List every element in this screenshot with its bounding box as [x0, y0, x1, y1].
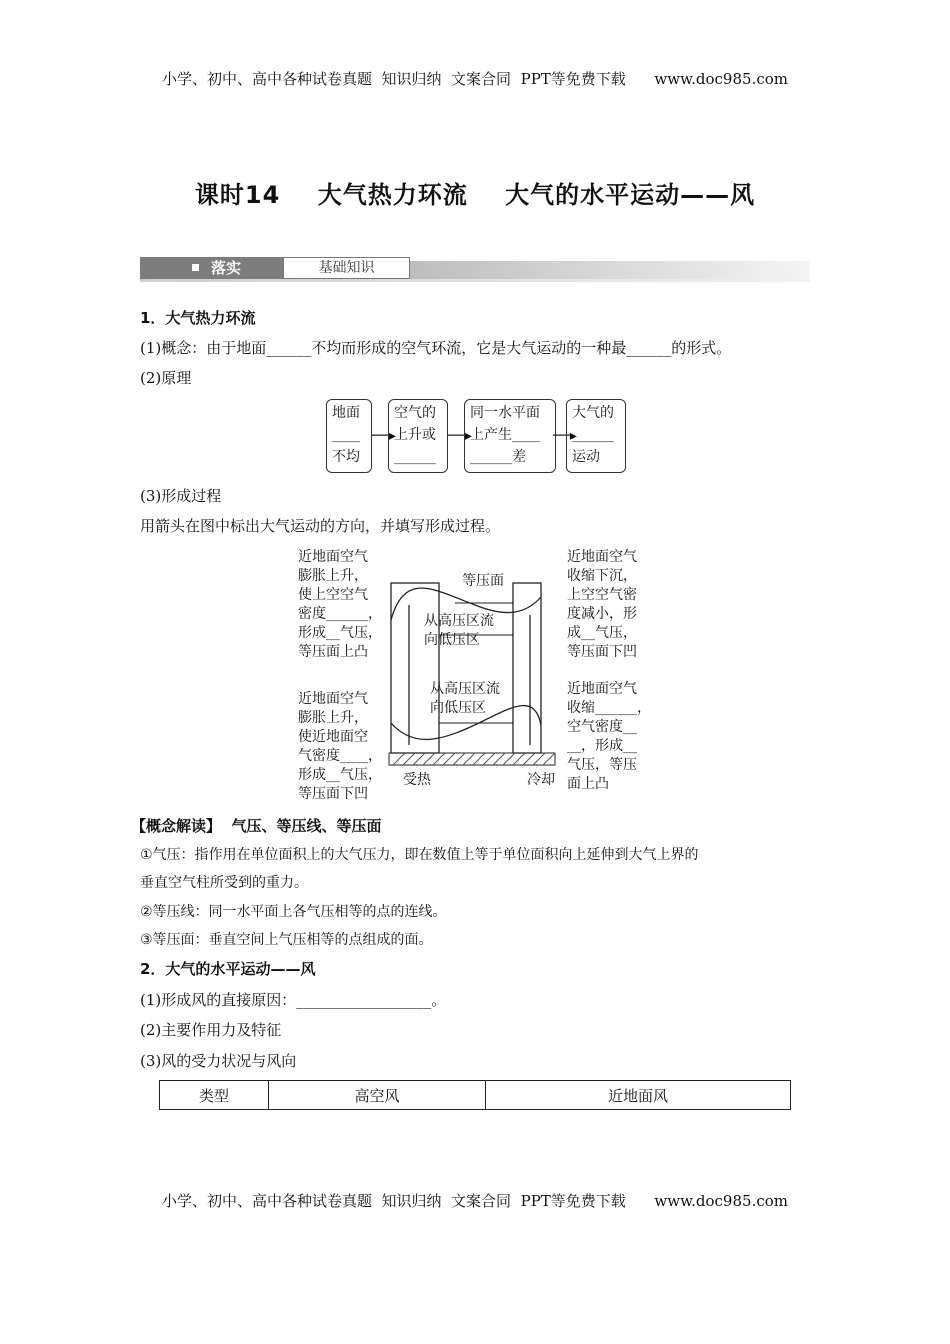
flow-arrow-icon: ──▸ [448, 428, 472, 444]
circulation-diagram [385, 575, 570, 770]
label-top-right: 近地面空气 收缩下沉， 上空空气密 度减小，形 成__气压， 等压面下凹 [567, 549, 637, 660]
flow-box-1: 地面 ____ 不均 [326, 399, 372, 473]
left-column [391, 583, 439, 753]
concept-item-1: ①气压：指作用在单位面积上的大气压力，即在数值上等于单位面积向上延伸到大气上界的 [140, 847, 699, 863]
wind-table [159, 1080, 791, 1110]
concept-line: (1)概念：由于地面______不均而形成的空气环流，它是大气运动的一种最______的形式。 [140, 339, 732, 357]
banner-label [140, 257, 283, 279]
principle-heading: (2)原理 [140, 369, 192, 387]
flow-box-3: 同一水平面 上产生____ ______差 [464, 399, 556, 473]
concept-note-heading: 【概念解读】 气压、等压线、等压面 [131, 817, 382, 835]
banner-underline [140, 279, 810, 282]
page-footer: 小学、初中、高中各种试卷真题 知识归纳 文案合同 PPT等免费下载 www.doc985.com [161, 1192, 788, 1210]
table-row [160, 1081, 791, 1110]
label-bottom-right: 近地面空气 收缩______， 空气密度__ __，形成__ 气压，等压 面上凸 [567, 681, 651, 792]
label-lower-flow: 从高压区流 向低压区 [430, 681, 500, 716]
page-title: 课时14 大气热力环流 大气的水平运动——风 [194, 181, 756, 209]
wind-cause-line: (1)形成风的直接原因：__________________。 [140, 991, 447, 1009]
flow-arrow-icon: ──▸ [372, 428, 396, 444]
process-heading: (3)形成过程 [140, 487, 222, 505]
label-upper-flow: 从高压区流 向低压区 [424, 613, 494, 648]
label-heated: 受热 [403, 772, 431, 788]
concept-item-1b: 垂直空气柱所受到的重力。 [140, 875, 308, 891]
table-header-surface-wind: 近地面风 [486, 1081, 791, 1110]
banner-left-text: 落实 [211, 259, 242, 277]
flow-box-2: 空气的 上升或 ______ [388, 399, 448, 473]
page-header: 小学、初中、高中各种试卷真题 知识归纳 文案合同 PPT等免费下载 www.doc985.com [161, 70, 788, 88]
flow-box-4: 大气的 ______ 运动 [566, 399, 626, 473]
banner-fade [410, 261, 810, 279]
square-bullet-icon [192, 264, 199, 271]
section2-heading: 2．大气的水平运动——风 [140, 960, 316, 978]
label-isobar: 等压面 [462, 573, 504, 589]
wind-forces-heading: (2)主要作用力及特征 [140, 1021, 282, 1039]
concept-item-3: ③等压面：垂直空间上气压相等的点组成的面。 [140, 932, 433, 948]
ground-hatch [393, 753, 555, 765]
section1-heading: 1．大气热力环流 [140, 309, 256, 327]
flow-arrow-icon: ──▸ [553, 428, 577, 444]
concept-item-2: ②等压线：同一水平面上各气压相等的点的连线。 [140, 904, 447, 920]
banner-subtitle: 基础知识 [283, 257, 410, 279]
table-header-upper-wind: 高空风 [269, 1081, 486, 1110]
instruction-line: 用箭头在图中标出大气运动的方向，并填写形成过程。 [140, 517, 501, 535]
label-bottom-left: 近地面空气 膨胀上升， 使近地面空 气密度____， 形成__气压， 等压面下凹 [298, 691, 382, 802]
wind-direction-heading: (3)风的受力状况与风向 [140, 1052, 297, 1070]
label-cooled: 冷却 [527, 772, 555, 788]
table-header-type: 类型 [160, 1081, 269, 1110]
section-banner [140, 257, 810, 279]
label-top-left: 近地面空气 膨胀上升， 使上空空气 密度______， 形成__气压， 等压面上凸 [298, 549, 382, 660]
